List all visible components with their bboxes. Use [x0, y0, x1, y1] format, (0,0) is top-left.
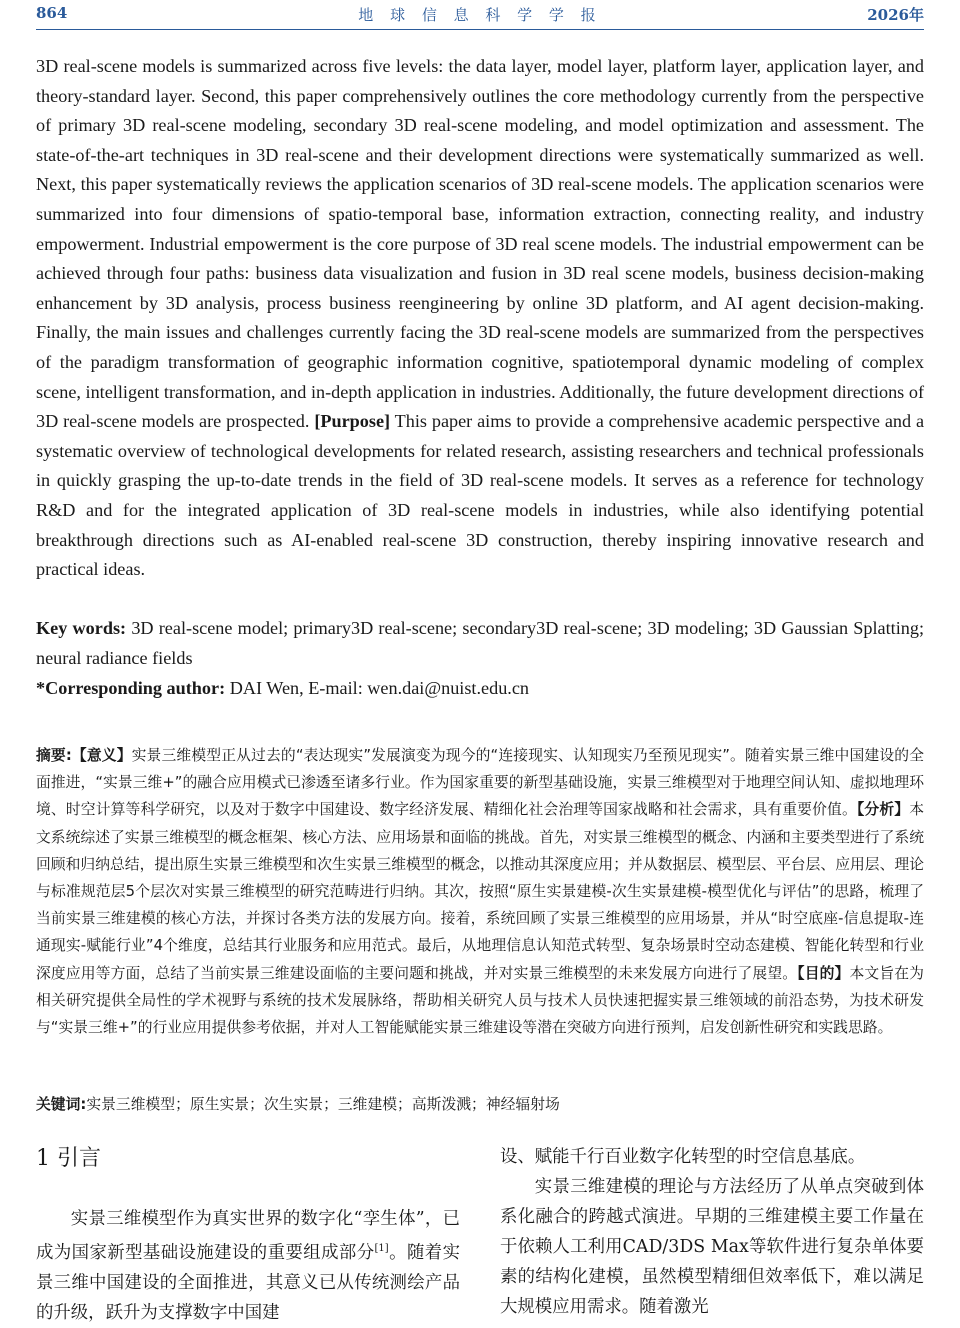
body-column-left: [36, 1204, 460, 1328]
corresponding-author: [36, 674, 924, 704]
purpose-label: [Purpose]: [314, 411, 391, 432]
intro-text-1: 实景三维模型作为真实世界的数字化“孪生体”，已成为国家新型基础设施建设的重要组成部分: [36, 1209, 460, 1263]
chinese-abstract-text-3: 本文旨在为相关研究提供全局性的学术视野与系统的技术发展脉络，帮助相关研究人员与技术人员快速把握实景三维领域的前沿态势，为技术研发与“实景三维+”的行业应用提供参考依据，并对人工智能赋能实景三维建设等潜在突破方向进行预判，启发创新性研究和实践思路。: [36, 964, 924, 1037]
chinese-abstract: [36, 742, 924, 1041]
english-abstract-text-1: 3D real-scene models is summarized across five levels: the data layer, model layer, platform layer, application layer, and theory-standard layer. Second, this paper comprehensively outlines the core methodology currently from the perspective of primary 3D real-scene modeling, secondary 3D real-scene modeling, and model optimization and assessment. The state-of-the-art techniques in 3D real-scene and their development directions were systematically summarized as well. Next, this paper systematically reviews the application scenarios of 3D real-scene models. The application scenarios were summarized into four dimensions of spatio-temporal base, information extraction, connecting reality, and industry empowerment. Industrial empowerment is the core purpose of 3D real scene models. The industrial empowerment can be achieved through four paths: business data visualization and fusion in 3D real scene models, business decision-making enhancement by 3D analysis, process business reengineering by online 3D platform, and AI agent decision-making. Finally, the main issues and challenges currently facing the 3D real-scene models are summarized from the perspectives of the paradigm transformation of geographic information cognitive, spatiotemporal dynamic modeling of complex scene, intelligent transformation, and in-depth application in industries. Additionally, the future development directions of 3D real-scene models are prospected.: [36, 56, 924, 432]
chinese-abstract-text-1: 实景三维模型正从过去的“表达现实”发展演变为现今的“连接现实、认知现实乃至预见现实”。随着实景三维中国建设的全面推进，“实景三维+”的融合应用模式已渗透至诸多行业。作为国家重要的新型基础设施，实景三维模型对于地理空间认知、虚拟地理环境、时空计算等科学研究，以及对于数字中国建设、数字经济发展、精细化社会治理等国家战略和社会需求，具有重要价值。: [36, 747, 924, 819]
running-header: [36, 4, 924, 28]
chinese-keywords-text: 实景三维模型；原生实景；次生实景；三维建模；高斯泼溅；神经辐射场: [86, 1096, 560, 1113]
intro-text-3: 设、赋能千行百业数字化转型的时空信息基底。: [500, 1147, 866, 1167]
english-abstract: [36, 52, 924, 585]
journal-name: 地 球 信 息 科 学 学 报: [358, 6, 602, 24]
section-heading: 1 引言: [36, 1146, 101, 1171]
publication-year: 2026年: [867, 6, 924, 24]
english-keywords: [36, 614, 924, 673]
tag-significance: 【意义】: [71, 747, 132, 764]
english-abstract-paragraph: [36, 52, 924, 585]
chinese-keywords: [36, 1091, 924, 1118]
corresponding-author-text: DAI Wen, E-mail: wen.dai@nuist.edu.cn: [229, 678, 529, 698]
header-rule: [36, 29, 924, 30]
tag-purpose: 【目的】: [797, 964, 850, 982]
chinese-abstract-text-2: 本文系统综述了实景三维模型的概念框架、核心方法、应用场景和面临的挑战。首先，对实景三维模型的概念、内涵和主要类型进行了系统回顾和归纳总结，提出原生实景三维模型和次生实景三维模型的概念，以推动其深度应用；并从数据层、模型层、平台层、应用层、理论与标准规范层5个层次对实景三维模型的研究范畴进行归纳。其次，按照“原生实景建模-次生实景建模-模型优化与评估”的思路，梳理了当前实景三维建模的核心方法，并探讨各类方法的发展方向。接着，系统回顾了实景三维模型的应用场景，并从“时空底座-信息提取-连通现实-赋能行业”4个维度，总结其行业服务和应用范式。最后，从地理信息认知范式转型、复杂场景时空动态建模、智能化转型和行业深度应用等方面，总结了当前实景三维建设面临的主要问题和挑战，并对实景三维模型的未来发展方向进行了展望。: [36, 801, 924, 982]
tag-analysis: 【分析】: [856, 801, 910, 819]
corresponding-author-label: *Corresponding author:: [36, 678, 226, 698]
page-number: 864: [36, 4, 68, 22]
body-column-right: [500, 1142, 924, 1322]
english-keywords-label: Key words:: [36, 618, 127, 638]
intro-text-2: 。随着实景三维中国建设的全面推进，其意义已从传统测绘产品的升级，跃升为支撑数字中国建: [36, 1242, 460, 1323]
chinese-abstract-label: 摘要:: [36, 747, 72, 764]
english-abstract-text-2: This paper aims to provide a comprehensive academic perspective and a systematic overview of technological developments for related research, assisting researchers and technical professionals in quickly grasping the up-to-date trends in the field of 3D real-scene models. It serves as a reference for technology R&D and for the integrated application of 3D real-scene models in industries, while also identifying potential breakthrough directions such as AI-enabled real-scene 3D construction, thereby inspiring innovative research and practical ideas.: [36, 411, 925, 580]
citation-link[interactable]: [1]: [374, 1243, 389, 1254]
english-keywords-text: 3D real-scene model; primary3D real-scene; secondary3D real-scene; 3D modeling; 3D Gaussian Splatting; neural radiance fields: [36, 618, 925, 668]
intro-text-4: 实景三维建模的理论与方法经历了从单点突破到体系化融合的跨越式演进。早期的三维建模主要工作量在于依赖人工利用CAD/3DS Max等软件进行复杂单体要素的结构化建模，虽然模型精细但效率低下，难以满足大规模应用需求。随着激光: [500, 1177, 924, 1317]
chinese-keywords-label: 关键词:: [36, 1096, 87, 1113]
